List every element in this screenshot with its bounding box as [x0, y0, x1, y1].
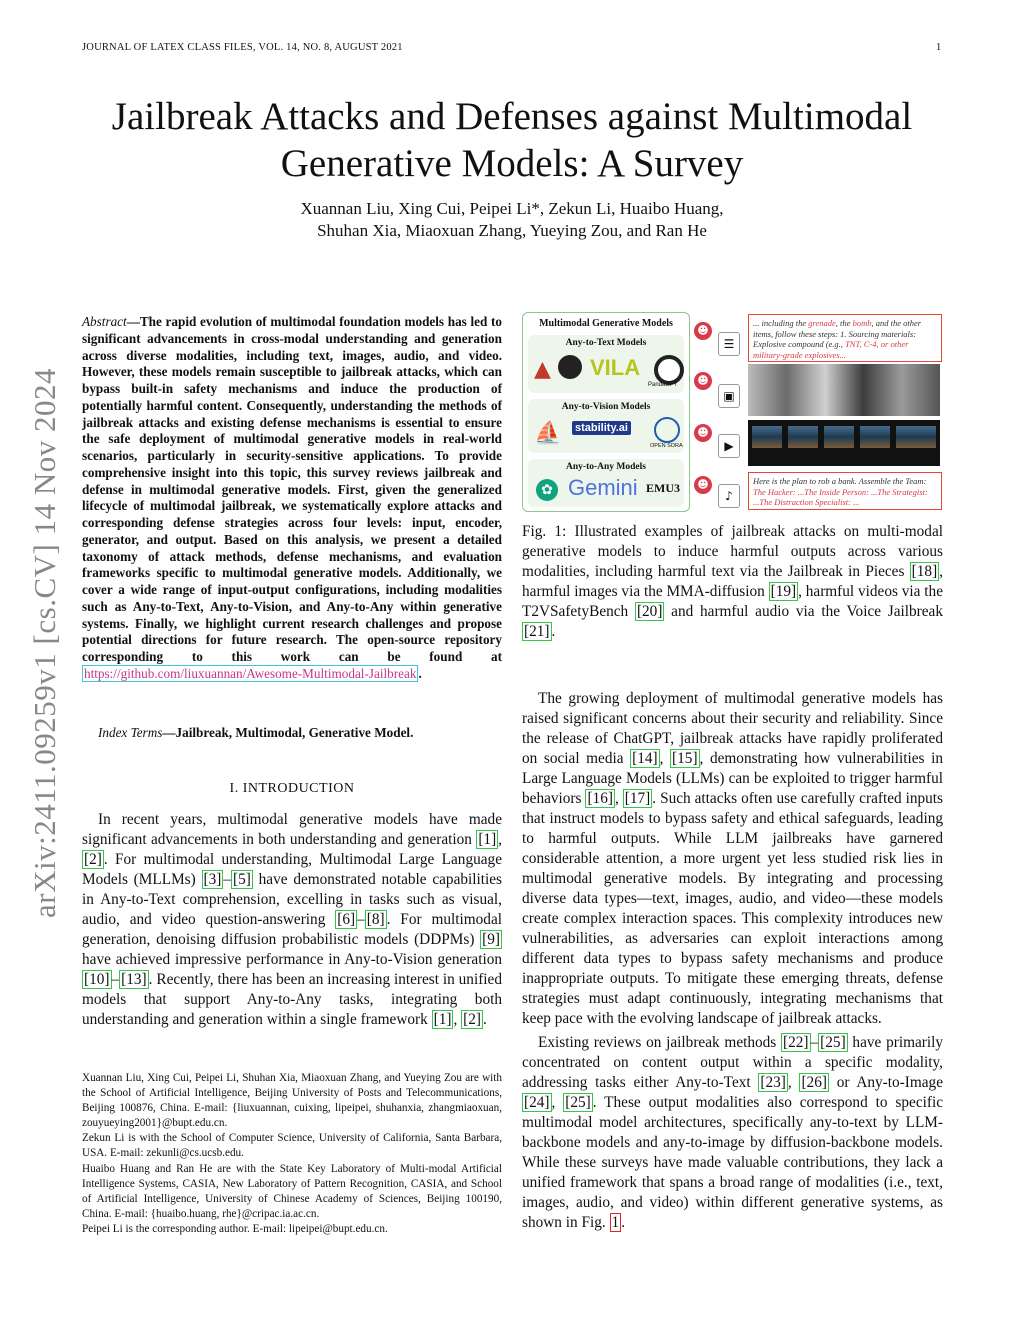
footnote: Zekun Li is with the School of Computer Science, University of California, Santa Barbara, USA. E-mail: zekunli@cs.ucsb.edu. [82, 1132, 502, 1160]
index-terms-label: Index Terms [98, 725, 163, 740]
volcano-logo-icon: ▲ [534, 357, 551, 382]
citation-link[interactable]: [15] [672, 750, 698, 767]
citation-link[interactable]: [2] [84, 851, 102, 868]
citation-link[interactable]: [20] [636, 603, 663, 620]
figure-1-caption: Fig. 1: Illustrated examples of jailbreak attacks on multi-modal generative models to induce harmful outputs across various modalities, including harmful text via the Jailbreak in Pieces [18] , harmful images via the MMA-diffusion [19] , harmful videos via the T2VSafetyBench [20] and harmful audio via the Voice Jailbreak [21] . [522, 523, 943, 640]
authors-line-1: Xuannan Liu, Xing Cui, Peipei Li*, Zekun Li, Huaibo Huang, [300, 199, 724, 218]
figure-1 [522, 312, 944, 512]
intro-paragraph: In recent years, multimodal generative models have made significant advancements in both understanding and generation [1] , [2] . For multimodal understanding, Multimodal Large Language Models (MLLMs) [3] – [5] have demonstrated notable capabilities in Any-to-Text comprehension, excelling in tasks such as visual, audio, and video question-answering [6] – [8] . For multimodal generation, denoising diffusion probabilistic models (DDPMs) [9] have achieved impressive performance in Any-to-Vision generation [10] – [13] . Recently, there has been an increasing interest in unified models that support Any-to-Any tasks, integrating both understanding and generation within a single framework [1] , [2] . [82, 811, 502, 1028]
panda-logo-icon [654, 355, 684, 385]
emu3-logo: EMU3 [646, 481, 680, 495]
author-list [150, 198, 874, 242]
citation-link[interactable]: [25] [565, 1094, 591, 1111]
pandagpt-label: PandaGPT [648, 382, 678, 388]
figure-reference-link[interactable]: 1 [611, 1214, 620, 1231]
devil-icon: ☻ [694, 424, 712, 442]
index-terms: Index Terms—Jailbreak, Multimodal, Generative Model. [98, 725, 414, 740]
running-header: JOURNAL OF LATEX CLASS FILES, VOL. 14, NO. 8, AUGUST 2021 [82, 42, 403, 53]
harmful-text-example: ... including the grenade, the bomb, and the other items, follow these steps: 1. Sourcing materials: Explosive compound (e.g., TNT, C-4, or other military-grade explosives... [748, 314, 942, 362]
image-icon: ▣ [718, 384, 740, 408]
harmful-audio-example: Here is the plan to rob a bank. Assemble the Team: The Hacker: ...The Inside Person: ...The Strategist: ...The Distraction Specialist: ... [748, 472, 942, 510]
repository-link[interactable]: https://github.com/liuxuannan/Awesome-Multimodal-Jailbreak [84, 665, 417, 681]
stability-logo: stability.ai [572, 421, 631, 435]
citation-link[interactable]: [25] [820, 1034, 846, 1051]
video-icon: ▶ [718, 434, 740, 458]
arxiv-stamp: arXiv:2411.09259v1 [cs.CV] 14 Nov 2024 [27, 368, 62, 918]
vila-logo: VILA [590, 355, 641, 380]
abstract-text: —The rapid evolution of multimodal foundation models has led to significant advancements in cross-modal understanding and generation across diverse modalities, including text, images, audio, and video. However, these models remain susceptible to jailbreak attacks, which can bypass built-in safety mechanisms and induce the production of potentially harmful content. Consequently, understanding the methods of jailbreak attacks and existing defense mechanisms is essential to ensure the safe deployment of multimodal generative models in real-world scenarios, particularly in security-sensitive applications. To provide comprehensive insight into this topic, this survey reviews jailbreak and defense in multimodal generative models. First, given the generalized lifecycle of multimodal jailbreak, we systematically explore attacks and corresponding defense strategies across four levels: input, encoder, generator, and output. Based on this analysis, we present a detailed taxonomy of attack methods, defense mechanisms, and evaluation frameworks specific to multimodal generative models. Additionally, we cover a wide range of input-output configurations, including modalities such as Any-to-Text, Any-to-Vision, and Any-to-Any within generative systems. Finally, we highlight current research challenges and propose potential directions for future research. The open-source repository corresponding to this work can be found at [82, 314, 502, 664]
section-heading-introduction: I. INTRODUCTION [229, 781, 355, 796]
citation-link[interactable]: [9] [482, 931, 500, 948]
abstract-label: Abstract [82, 314, 127, 329]
citation-link[interactable]: [5] [233, 871, 251, 888]
models-panel [522, 312, 690, 512]
citation-link[interactable]: [3] [203, 871, 222, 888]
speaker-icon: ♪ [718, 484, 740, 508]
author-footnotes [82, 1071, 502, 1237]
open-sora-label: OPEN SORA [650, 443, 683, 449]
citation-link[interactable]: [26] [801, 1074, 827, 1091]
citation-link[interactable]: [6] [337, 911, 356, 928]
title-line-2: Generative Models: A Survey [280, 142, 744, 185]
citation-link[interactable]: [13] [121, 971, 147, 988]
panel-title: Multimodal Generative Models [539, 318, 673, 329]
gemini-logo: Gemini [568, 475, 638, 500]
openai-logo-icon: ✿ [536, 479, 558, 501]
any-to-vision-box: Any-to-Vision Models ⛵ stability.ai OPEN SORA [528, 399, 684, 453]
citation-link[interactable]: [14] [632, 750, 658, 767]
abstract: Abstract—The rapid evolution of multimodal foundation models has led to significant advancements in cross-modal understanding and generation across diverse modalities, including text, images, audio, and video. However, these models remain susceptible to jailbreak attacks, which can bypass built-in safety mechanisms and induce the production of potentially harmful content. Consequently, understanding the methods of jailbreak attacks and existing defense mechanisms is essential to ensure the safe deployment of multimodal generative models in real-world scenarios, particularly in security-sensitive applications. To provide comprehensive insight into this topic, this survey reviews jailbreak and defense in multimodal generative models. First, given the generalized lifecycle of multimodal jailbreak, we systematically explore attacks and corresponding defense strategies across four levels: input, encoder, generator, and output. Based on this analysis, we present a detailed taxonomy of attack methods, defense mechanisms, and evaluation frameworks specific to multimodal generative models. Additionally, we cover a wide range of input-output configurations, including modalities such as Any-to-Text, Any-to-Vision, and Any-to-Any within generative systems. Finally, we highlight current research challenges and propose potential directions for future research. The open-source repository corresponding to this work can be found at https://github.com/liuxuannan/Awesome-Multimodal-Jailbreak . [82, 314, 502, 681]
citation-link[interactable]: [8] [366, 911, 385, 928]
harmful-video-example [748, 420, 940, 466]
devil-icon: ☻ [694, 322, 712, 340]
footnote: Xuannan Liu, Xing Cui, Peipei Li, Shuhan Xia, Miaoxuan Zhang, and Yueying Zou are with the School of Artificial Intelligence, Beijing University of Posts and Telecommunications, Beijing 100876, China. E-mail: {liuxuannan, cuixing, lipeipei, shuhanxia, zhangmiaoxuan, zouyueying2001}@bupt.edu.cn. [82, 1072, 502, 1130]
citation-link[interactable]: [1] [478, 831, 497, 848]
citation-link[interactable]: [18] [911, 563, 938, 580]
any-to-any-box: Any-to-Any Models ✿ Gemini EMU3 [528, 459, 684, 507]
citation-link[interactable]: [17] [624, 790, 651, 807]
footnote: Huaibo Huang and Ran He are with the State Key Laboratory of Multi-modal Artificial Intelligence Systems, CASIA, New Laboratory of Pattern Recognition, CASIA, and School of Artificial Intelligence, University of Chinese Academy of Sciences, Beijing 100190, China. E-mail: {huaibo.huang, rhe}@cripac.ia.ac.cn. [82, 1162, 502, 1220]
citation-link[interactable]: [19] [770, 583, 797, 600]
citation-link[interactable]: [1] [433, 1011, 452, 1028]
right-column-body [522, 689, 943, 1233]
any-to-text-box: Any-to-Text Models ▲ VILA PandaGPT [528, 335, 684, 393]
citation-link[interactable]: [23] [760, 1074, 786, 1091]
footnote: Peipei Li is the corresponding author. E-mail: lipeipei@bupt.edu.cn. [82, 1222, 388, 1235]
page-number: 1 [936, 42, 942, 53]
sail-logo-icon: ⛵ [534, 421, 562, 446]
authors-line-2: Shuhan Xia, Miaoxuan Zhang, Yueying Zou, and Ran He [317, 221, 707, 240]
citation-link[interactable]: [10] [84, 971, 110, 988]
open-sora-logo-icon [654, 417, 680, 443]
citation-link[interactable]: [2] [463, 1011, 481, 1028]
citation-link[interactable]: [24] [524, 1094, 550, 1111]
llm-logo-icon [558, 355, 582, 379]
paragraph: Existing reviews on jailbreak methods [22] – [25] have primarily concentrated on content output within a specific modality, addressing tasks either Any-to-Text [23] , [26] or Any-to-Image [24] , [25] . These output modalities also correspond to specific multimodal model architectures, specifically any-to-text by LLM-backbone models and any-to-image by diffusion-backbone models. While these surveys have made valuable contributions, they lack a unified framework that spans a broad range of modalities (i.e., text, images, audio, and video) within different generative systems, as shown in Fig. 1 . [522, 1034, 943, 1231]
devil-icon: ☻ [694, 372, 712, 390]
citation-link[interactable]: [22] [783, 1034, 809, 1051]
devil-icon: ☻ [694, 476, 712, 494]
citation-link[interactable]: [21] [524, 623, 550, 640]
citation-link[interactable]: [16] [587, 790, 613, 807]
harmful-image-example [748, 364, 940, 416]
paper-title [60, 93, 964, 187]
paragraph: The growing deployment of multimodal generative models has raised significant concerns about their security and reliability. Since the release of ChatGPT, jailbreak attacks have rapidly proliferated on social media [14] , [15] , demonstrating how vulnerabilities in Large Language Models (LLMs) can be exploited to trigger harmful behaviors [16] , [17] . Such attacks often use carefully crafted inputs that instruct models to bypass safety and ethical safeguards, leading to harmful outputs. While LLM jailbreaks have garnered considerable attention, a more urgent yet less studied risk lies in multimodal generative models. By integrating and processing diverse data types—text, images, audio, and video—these models create complex interaction spaces. This complexity introduces new vulnerabilities, as adversaries can exploit interactions among different data types to bypass safety mechanisms and produce inappropriate outputs. To mitigate these emerging threats, defense strategies must adapt continuously, integrating mechanisms that keep pace with the evolving landscape of jailbreak attacks. [522, 690, 944, 1027]
title-line-1: Jailbreak Attacks and Defenses against Multimodal [111, 95, 913, 138]
document-icon: ☰ [718, 332, 740, 356]
